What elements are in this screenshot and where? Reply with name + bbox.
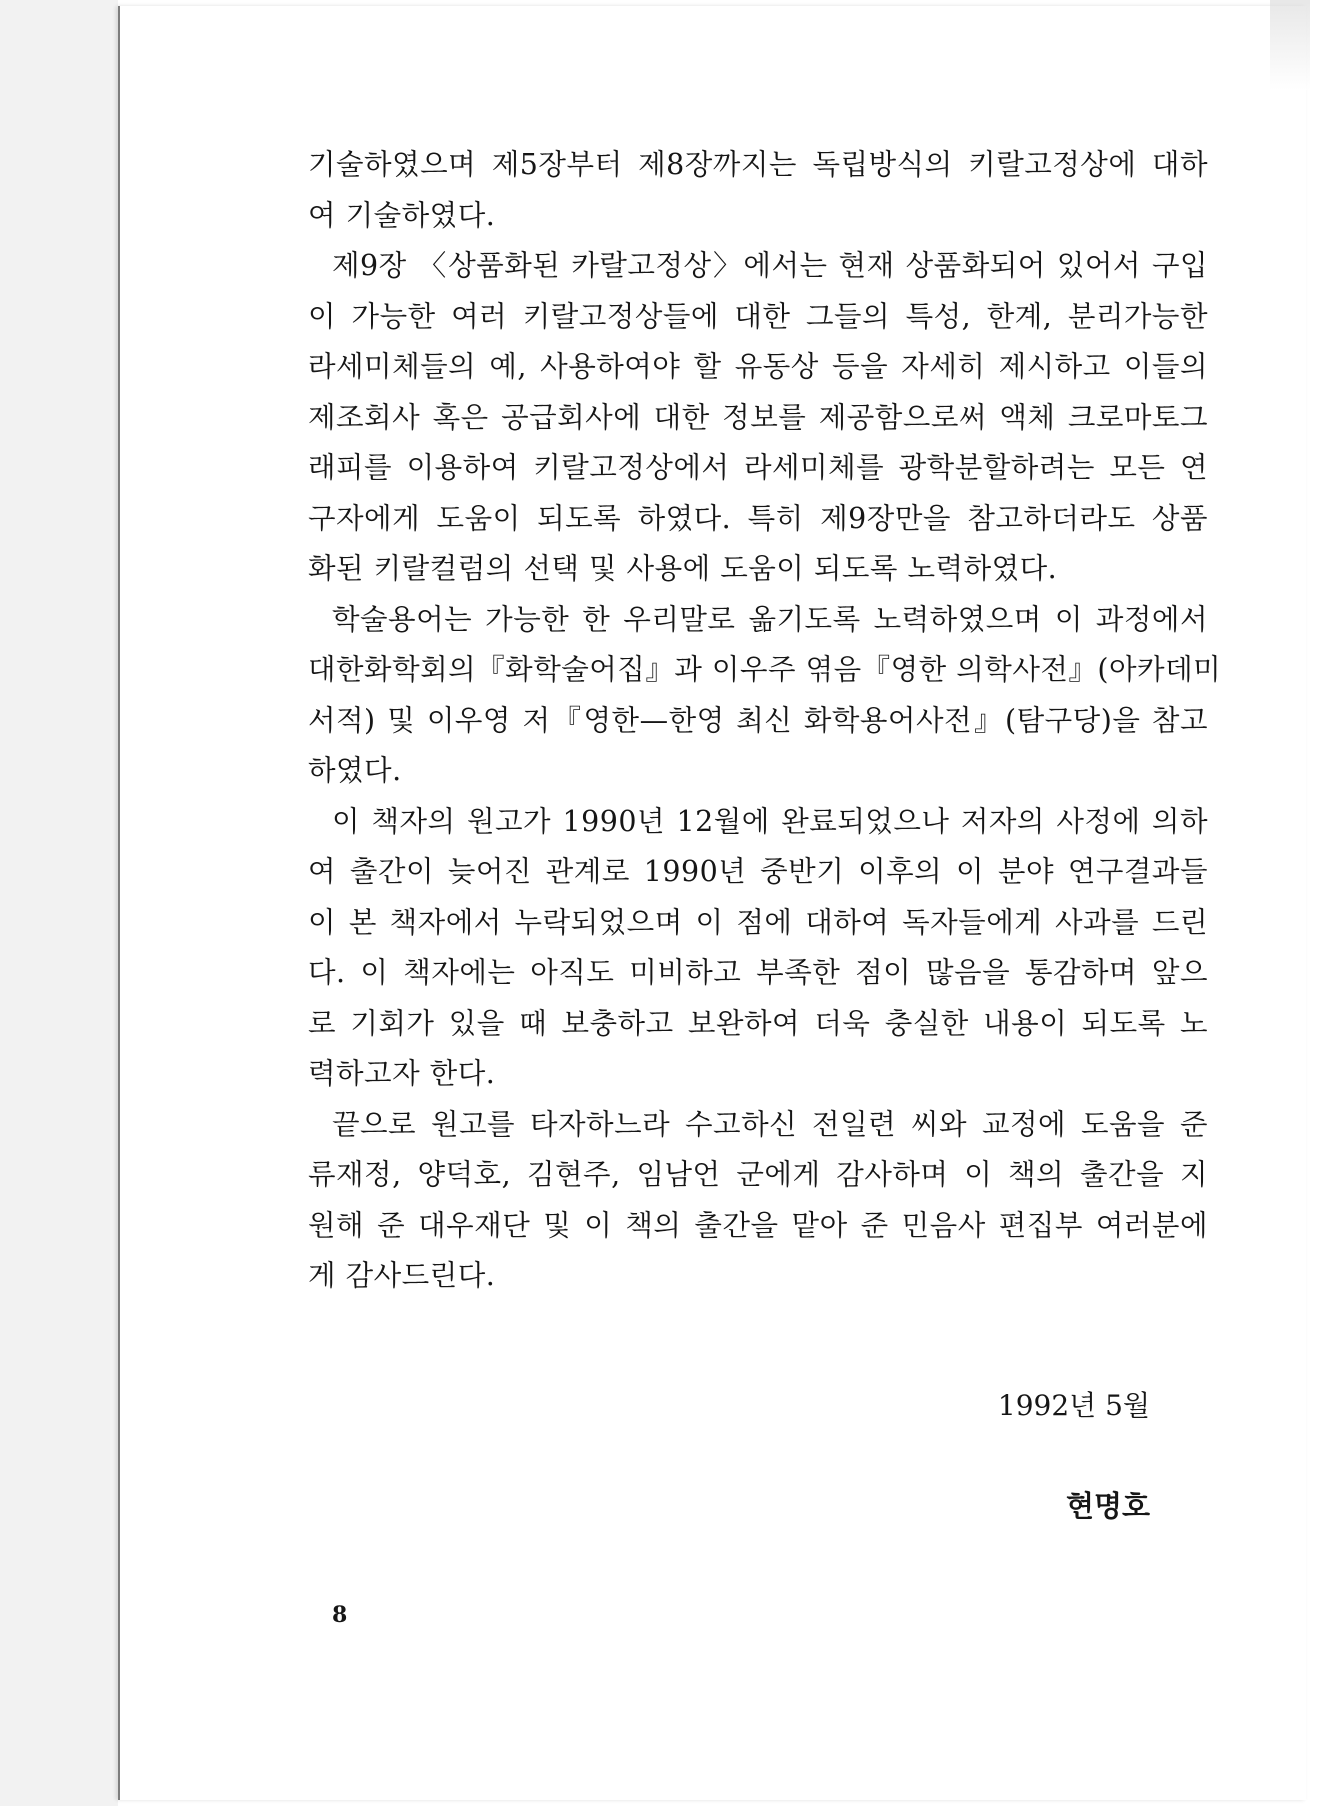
preface-author: 현명호: [1065, 1489, 1150, 1523]
text-line: 이 가능한 여러 키랄고정상들에 대한 그들의 특성, 한계, 분리가능한: [308, 299, 1208, 333]
text-line: 하였다.: [308, 754, 402, 787]
text-line: 구자에게 도움이 되도록 하였다. 특히 제9장만을 참고하더라도 상품: [308, 501, 1208, 535]
text-line: 라세미체들의 예, 사용하여야 할 유동상 등을 자세히 제시하고 이들의: [308, 350, 1208, 383]
text-line: 여 기술하였다.: [308, 198, 496, 232]
paragraph-start-line: 이 책자의 원고가 1990년 12월에 완료되었으나 저자의 사정에 의하: [332, 804, 1208, 838]
text-line: 대한화학회의『화학술어집』과 이우주 엮음『영한 의학사전』(아카데미: [308, 653, 1222, 686]
text-line: 다. 이 책자에는 아직도 미비하고 부족한 점이 많음을 통감하며 앞으: [308, 956, 1208, 989]
text-line: 이 본 책자에서 누락되었으며 이 점에 대하여 독자들에게 사과를 드린: [308, 905, 1208, 939]
paragraph-start-line: 학술용어는 가능한 한 우리말로 옮기도록 노력하였으며 이 과정에서: [332, 602, 1208, 636]
text-line: 래피를 이용하여 키랄고정상에서 라세미체를 광학분할하려는 모든 연: [308, 451, 1208, 484]
scan-edge-shadow: [1270, 0, 1310, 90]
text-line: 게 감사드린다.: [308, 1259, 496, 1292]
text-line: 서적) 및 이우영 저『영한—한영 최신 화학용어사전』(탐구당)을 참고: [308, 703, 1208, 737]
viewer-background: [0, 0, 118, 1806]
paragraph-start-line: 끝으로 원고를 타자하느라 수고하신 전일련 씨와 교정에 도움을 준: [332, 1107, 1208, 1141]
paragraph-start-line: 제9장 〈상품화된 카랄고정상〉에서는 현재 상품화되어 있어서 구입: [332, 249, 1208, 282]
text-line: 여 출간이 늦어진 관계로 1990년 중반기 이후의 이 분야 연구결과들: [308, 855, 1208, 888]
text-line: 력하고자 한다.: [308, 1057, 496, 1090]
page-number: 8: [332, 1602, 348, 1628]
text-line: 화된 키랄컬럼의 선택 및 사용에 도움이 되도록 노력하였다.: [308, 552, 1058, 585]
text-line: 기술하였으며 제5장부터 제8장까지는 독립방식의 키랄고정상에 대하: [308, 148, 1208, 181]
text-line: 류재정, 양덕호, 김현주, 임남언 군에게 감사하며 이 책의 출간을 지: [308, 1158, 1208, 1191]
preface-date: 1992년 5월: [997, 1389, 1150, 1422]
preface-body: [308, 140, 1222, 1302]
text-line: 원해 준 대우재단 및 이 책의 출간을 맡아 준 민음사 편집부 여러분에: [308, 1208, 1208, 1242]
text-line: 제조회사 혹은 공급회사에 대한 정보를 제공함으로써 액체 크로마토그: [308, 400, 1208, 434]
text-line: 로 기회가 있을 때 보충하고 보완하여 더욱 충실한 내용이 되도록 노: [308, 1006, 1208, 1040]
